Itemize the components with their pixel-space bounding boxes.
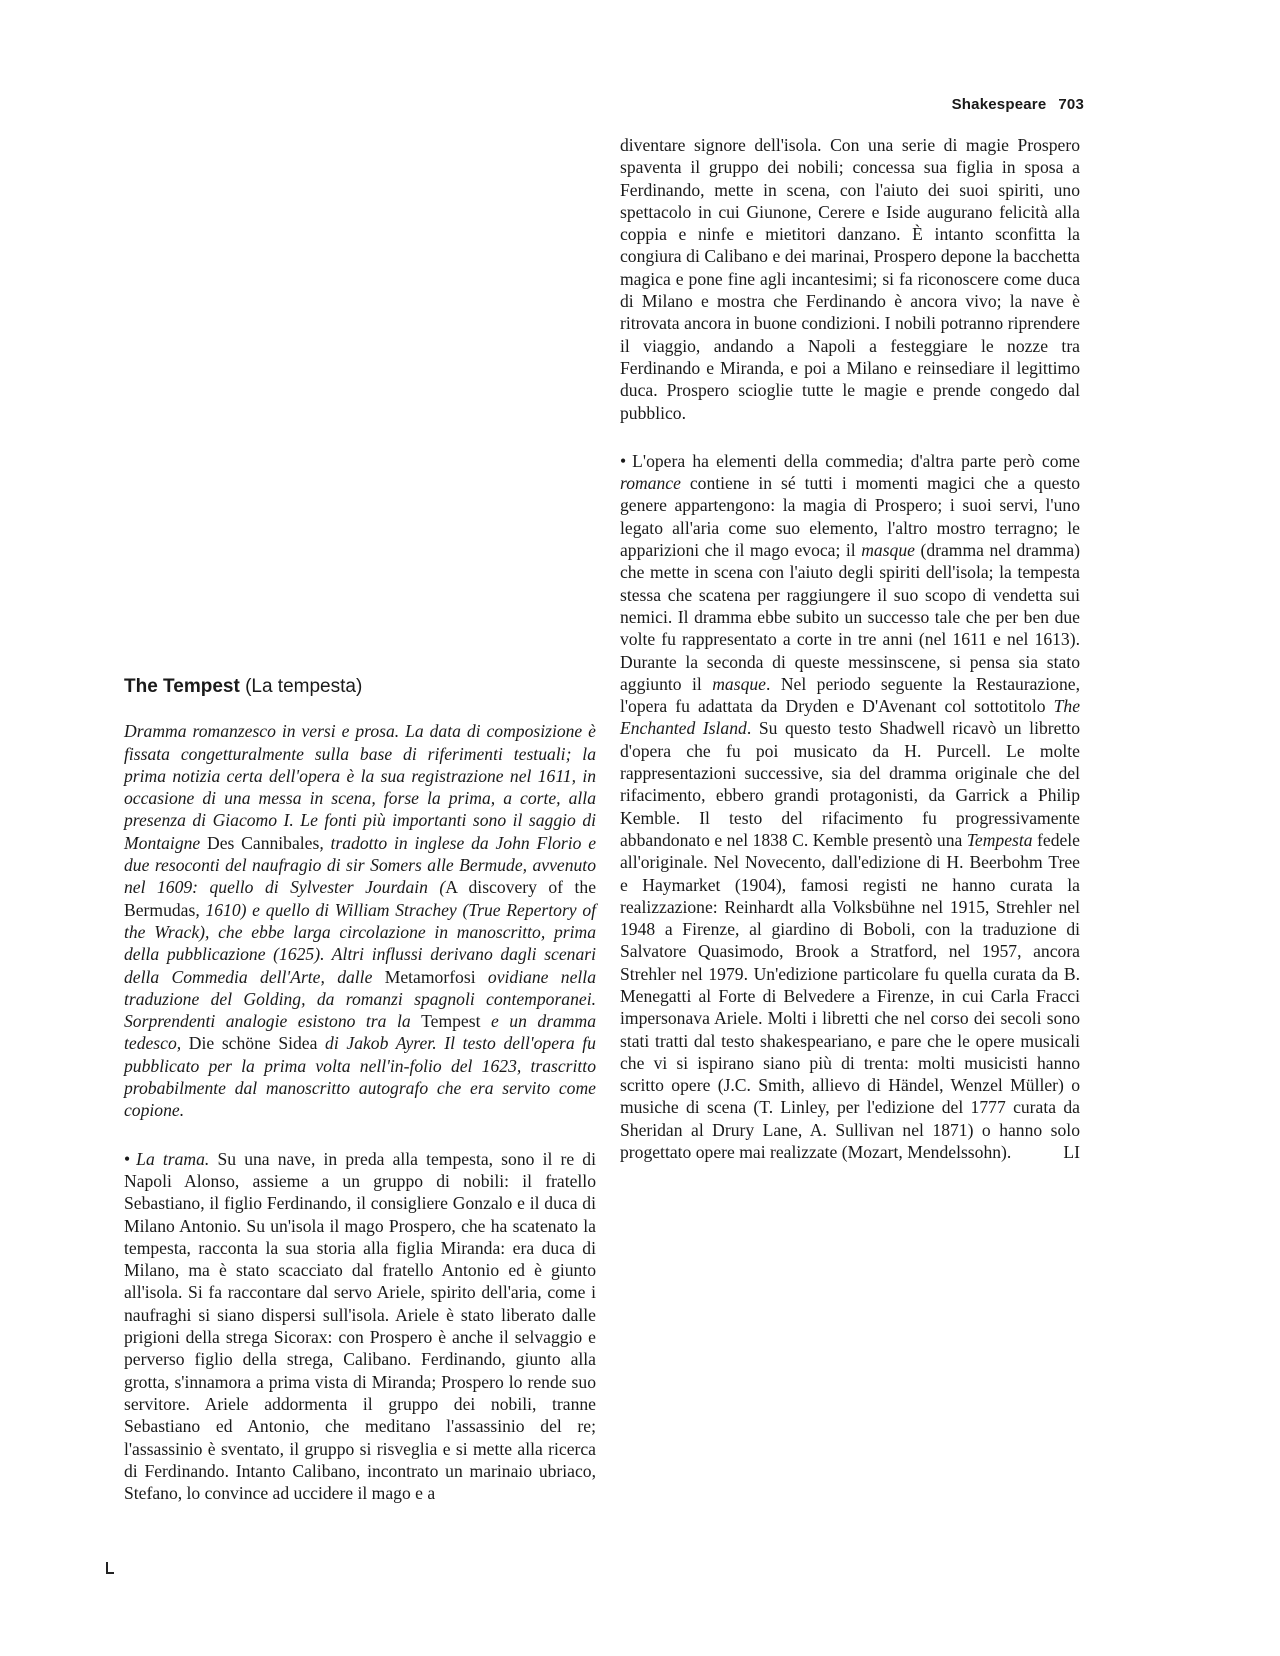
- plot-continuation: diventare signore dell'isola. Con una serie di magie Prospero spaventa il gruppo dei nobili; concessa sua figlia in sposa a Ferdinando, mette in scena, con l'aiuto dei suoi spiriti, uno spettacolo in cui Giunone, Cerere e Iside augurano felicità alla coppia e ninfe e mietitori danzano. È intanto sconfitta la congiura di Calibano e dei marinai, Prospero depone la bacchetta magica e pone fine agli incantesimi; si fa riconoscere come duca di Milano e mostra che Ferdinando è ancora vivo; la nave è ritrovata ancora in buone condizioni. I nobili potranno riprendere il viaggio, andando a Napoli a festeggiare le nozze tra Ferdinando e Miranda, e poi a Milano e reinsediare il legittimo duca. Prospero scioglie tutte le magie e prende congedo dal pubblico.: [620, 135, 1080, 423]
- bullet-icon: •: [620, 450, 627, 471]
- scan-mark: [104, 1560, 116, 1581]
- running-header: [952, 96, 1084, 113]
- entry-title-main: The Tempest: [124, 676, 240, 697]
- plot-text: Su una nave, in preda alla tempesta, sono il re di Napoli Alonso, assieme a un gruppo di nobili: il fratello Sebastiano, il figlio Ferdinando, il consigliere Gonzalo e il duca di Milano Antonio. Su un'isola il mago Prospero, che ha scatenato la tempesta, racconta la sua storia alla figlia Miranda: era duca di Milano, ma è stato scacciato dal fratello Antonio ed è giunto all'isola. Si fa raccontare dal servo Ariele, spirito dell'aria, come i naufraghi si siano dispersi sull'isola. Ariele è stato liberato dalle prigioni della strega Sicorax: con Prospero è anche il selvaggio e perverso figlio della strega, Calibano. Ferdinando, giunto alla grotta, s'innamora a prima vista di Miranda; Prospero lo rende suo servitore. Ariele addormenta il gruppo dei nobili, tranne Sebastiano ed Antonio, che meditano l'assassinio del re; l'assassinio è sventato, il gruppo si risveglia e si mette alla ricerca di Ferdinando. Intanto Calibano, incontrato un marinaio ubriaco, Stefano, lo convince ad uccidere il mago e a: [124, 1148, 596, 1504]
- intro-text-4: ovidiane nella traduzione del Golding, da romanzi spagnoli contemporanei. Sorprendenti analogie esistono tra la: [124, 966, 596, 1032]
- intro-text-3: , 1610) e quello di William Strachey (True Repertory of the Wrack), che ebbe larga circolazione in manoscritto, prima della pubblicazione (1625). Altri influssi derivano dagli scenari della Commedia dell'Arte, dalle: [124, 899, 596, 987]
- commentary-text-2: contiene in sé tutti i momenti magici che a questo genere appartengono: la magia di Prospero; i suoi servi, l'uno legato all'aria come suo elemento, l'altro mostro terragno; le apparizioni che il mago evoca; il: [620, 473, 1080, 561]
- entry-intro: [124, 720, 596, 1121]
- intro-text-6: di Jakob Ayrer. Il testo dell'opera fu pubblicato per la prima volta nell'in-folio del 1623, trascritto probabilmente dal manoscritto autografo che era servito come copione.: [124, 1033, 596, 1121]
- running-title: Shakespeare: [951, 96, 1047, 113]
- commentary-paragraph: [620, 450, 1080, 1164]
- commentary-text-4: . Nel periodo seguente la Restaurazione, l'opera fu adattata da Dryden e D'Avenant col sottotitolo: [620, 673, 1080, 717]
- intro-text-1: Dramma romanzesco in versi e prosa. La data di composizione è fissata congetturalmente sulla base di riferimenti testuali; la prima notizia certa dell'opera è la sua registrazione nel 1611, in occasione di una messa in scena, forse la prima, a corte, alla presenza di Giacomo I. Le fonti più importanti sono il saggio di Montaigne: [124, 721, 596, 853]
- right-column: [620, 134, 1080, 1163]
- page-number: 703: [1058, 96, 1084, 113]
- title-tempesta: Tempesta: [966, 829, 1033, 850]
- corner-mark-icon: [104, 1560, 116, 1576]
- plot-paragraph: [124, 1148, 596, 1505]
- bullet-icon: •: [124, 1148, 131, 1169]
- work-discovery-bermudas: A discovery of the Bermudas: [124, 877, 597, 920]
- intro-text-5: e un dramma tedesco,: [124, 1011, 597, 1054]
- work-schone-sidea: Die schöne Sidea: [188, 1033, 318, 1054]
- work-tempest: Tempest: [421, 1011, 481, 1032]
- term-romance: romance: [620, 473, 681, 494]
- left-column: [124, 676, 596, 1504]
- commentary-text-1: L'opera ha elementi della commedia; d'altra parte però come: [632, 450, 1080, 471]
- plot-lead: La trama.: [136, 1148, 210, 1169]
- term-masque: masque: [861, 540, 915, 561]
- entry-title: [124, 676, 596, 698]
- term-masque-2: masque: [712, 673, 766, 694]
- title-enchanted-island: The Enchanted Island: [620, 696, 1080, 739]
- work-des-cannibales: Des Cannibales: [207, 832, 320, 853]
- commentary-text-5: . Su questo testo Shadwell ricavò un libretto d'opera che fu poi musicato da H. Purcell. Le molte rappresentazioni successive, sia del dramma originale che del rifacimento, ebbero grandi protagonisti, da Garrick a Philip Kemble. Il testo del rifacimento fu progressivamente abbandonato e nel 1838 C. Kemble presentò una: [620, 718, 1080, 850]
- author-signature: LI: [1063, 1142, 1080, 1163]
- intro-text-2: , tradotto in inglese da John Florio e due resoconti del naufragio di sir Somers alle Bermude, avvenuto nel 1609: quello di Sylvester Jourdain (: [124, 832, 597, 898]
- commentary-text-3: (dramma nel dramma) che mette in scena con l'aiuto degli spiriti dell'isola; la tempesta stessa che scatena per raggiungere il suo scopo di vendetta sui nemici. Il dramma ebbe subito un successo tale che per ben due volte fu rappresentato a corte in tre anni (nel 1611 e nel 1613). Durante la seconda di queste messinscene, si pensa sia stato aggiunto il: [620, 540, 1080, 694]
- entry-subtitle: (La tempesta): [245, 676, 363, 697]
- commentary-text-6: fedele all'originale. Nel Novecento, dall'edizione di H. Beerbohm Tree e Haymarket (1904), famosi registi ne hanno curata la realizzazione: Reinhardt alla Volksbühne nel 1915, Strehler nel 1948 a Firenze, al giardino di Boboli, con la traduzione di Salvatore Quasimodo, Brook a Stratford, nel 1957, ancora Strehler nel 1979. Un'edizione particolare fu quella curata da B. Menegatti al Forte di Belvedere a Firenze, in cui Carla Fracci impersonava Ariele. Molti i libretti che nel corso dei secoli sono stati tratti dal testo shakespeariano, e pare che le opere musicali che vi si ispirano siano più di trenta: molti musicisti hanno scritto opere (J.C. Smith, allievo di Händel, Wenzel Müller) o musiche di scena (T. Linley, per l'edizione del 1777 curata da Sheridan al Drury Lane, A. Sullivan nel 1871) o hanno solo progettato opere mai realizzate (Mozart, Mendelssohn).: [620, 829, 1080, 1163]
- work-metamorfosi: Metamorfosi: [384, 966, 476, 987]
